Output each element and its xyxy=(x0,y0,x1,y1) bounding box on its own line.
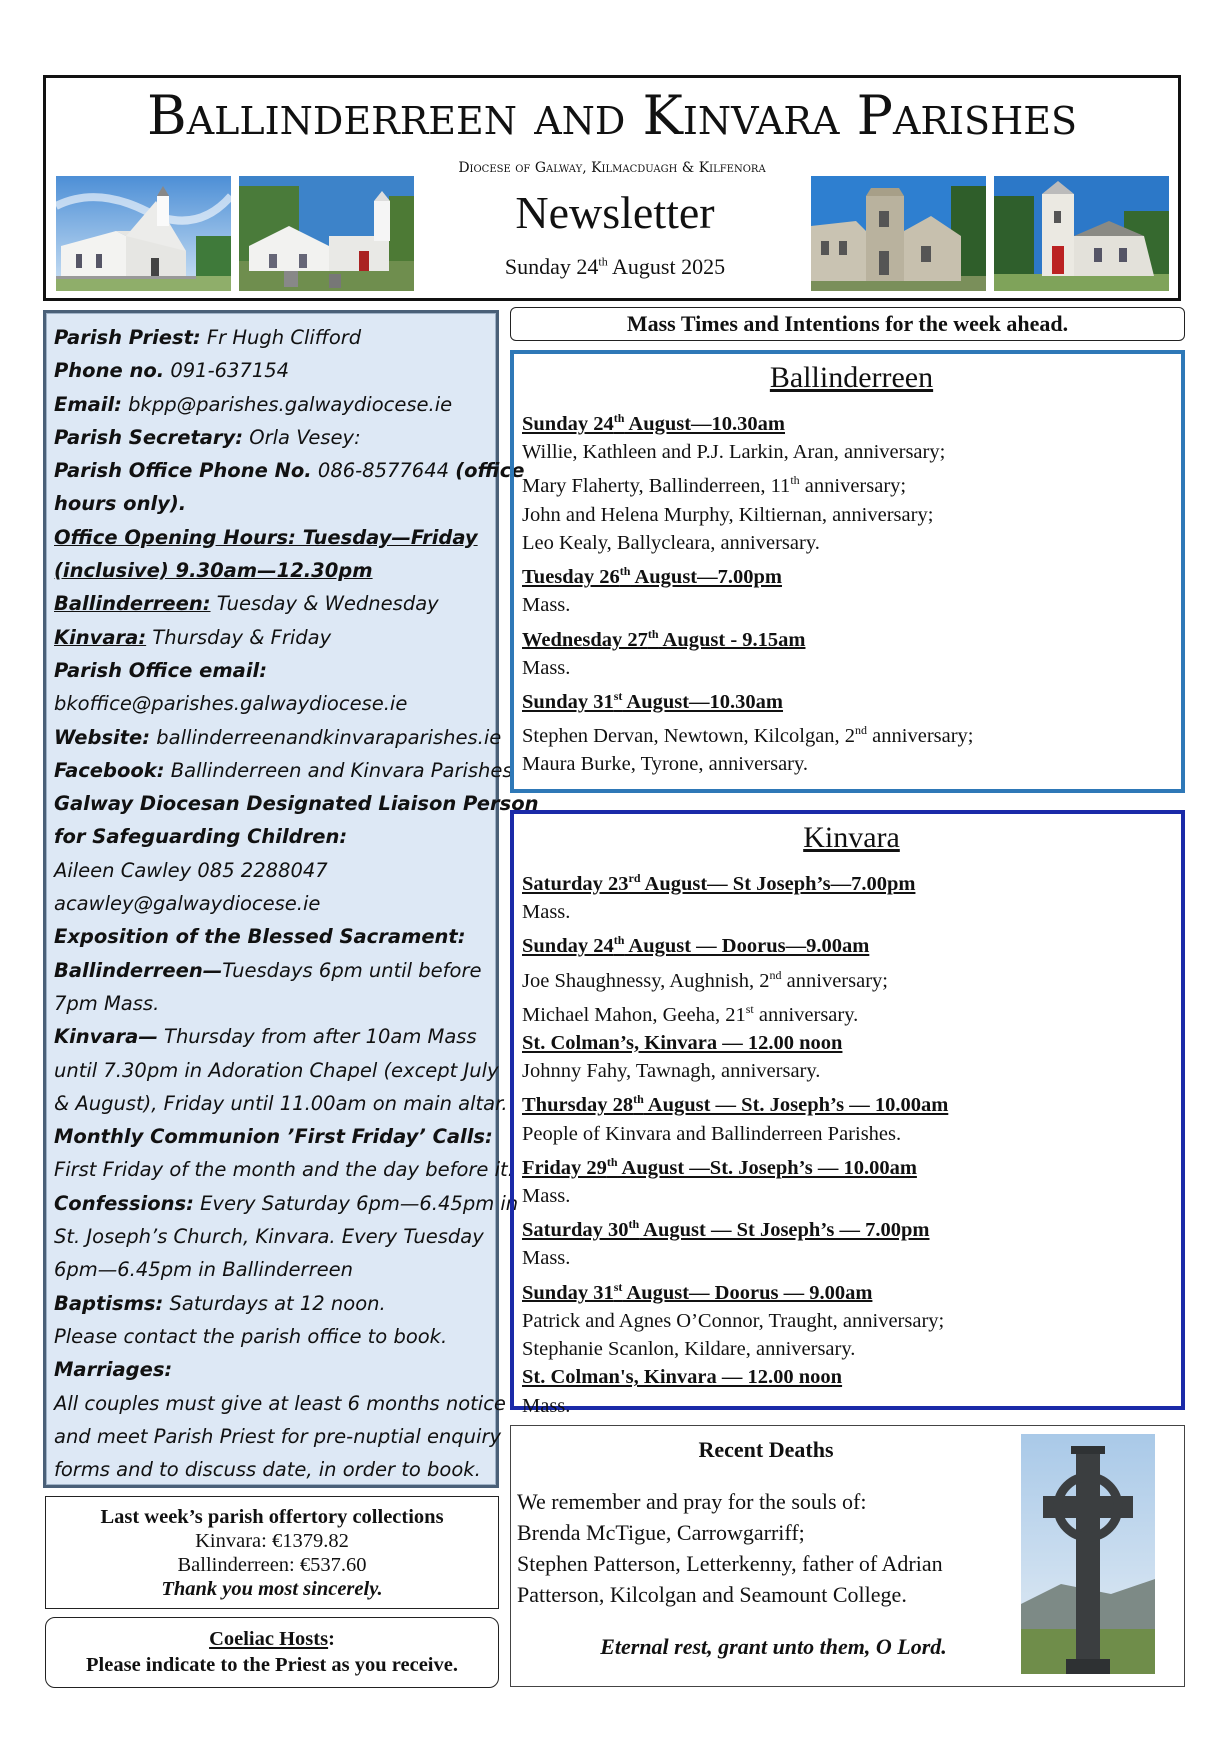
church-photo-4 xyxy=(994,176,1169,291)
mass-intention-line: Stephen Dervan, Newtown, Kilcolgan, 2nd anniversary; xyxy=(522,723,974,747)
mass-intention-line: Willie, Kathleen and P.J. Larkin, Aran, anniversary; xyxy=(522,441,946,464)
church-photo-3 xyxy=(811,176,986,291)
mass-intention-line: Michael Mahon, Geeha, 21st anniversary. xyxy=(522,1001,859,1026)
info-line: Marriages: xyxy=(54,1358,173,1382)
mass-schedule-line: Friday 29th August —St. Joseph’s — 10.00am xyxy=(522,1154,917,1179)
info-line: Parish Office email: xyxy=(54,658,267,682)
offertory-kinvara: Kinvara: €1379.82 xyxy=(195,1530,349,1552)
info-line: Monthly Communion ’First Friday’ Calls: xyxy=(54,1125,493,1149)
info-line: Parish Priest: Fr Hugh Clifford xyxy=(54,326,362,349)
deaths-line: Patterson, Kilcolgan and Seamount College. xyxy=(517,1582,907,1607)
mass-intention-line: Joe Shaughnessy, Aughnish, 2nd anniversary; xyxy=(522,967,888,992)
deaths-line: Brenda McTigue, Carrowgarriff; xyxy=(517,1520,805,1545)
mass-intention-line: People of Kinvara and Ballinderreen Parishes. xyxy=(522,1122,902,1145)
mass-intention-line: John and Helena Murphy, Kiltiernan, anniversary; xyxy=(522,503,934,526)
mass-intention-line: Maura Burke, Tyrone, anniversary. xyxy=(522,753,809,776)
offertory-box xyxy=(45,1496,499,1609)
mass-intention-line: Johnny Fahy, Tawnagh, anniversary. xyxy=(522,1060,821,1083)
info-line: until 7.30pm in Adoration Chapel (except July xyxy=(54,1058,499,1082)
mass-intention-line: Mass. xyxy=(522,1184,571,1207)
mass-intention-line: Mass. xyxy=(522,1247,571,1270)
offertory-thanks: Thank you most sincerely. xyxy=(161,1578,383,1600)
info-line: Galway Diocesan Designated Liaison Person xyxy=(54,792,539,816)
mass-schedule-line: St. Colman’s, Kinvara — 12.00 noon xyxy=(522,1031,843,1054)
coeliac-text: Please indicate to the Priest as you receive. xyxy=(86,1654,458,1676)
ballinderreen-lines xyxy=(522,404,1181,779)
info-line: (inclusive) 9.30am—12.30pm xyxy=(54,559,373,583)
parish-info-panel xyxy=(43,310,539,1488)
church-photo-2 xyxy=(239,176,414,291)
info-line: Phone no. 091-637154 xyxy=(54,359,290,383)
mass-schedule-line: Saturday 30th August — St Joseph’s — 7.00pm xyxy=(522,1217,930,1242)
mass-schedule-line: Sunday 24th August — Doorus—9.00am xyxy=(522,933,870,958)
mass-schedule-line: Sunday 24th August—10.30am xyxy=(522,411,786,435)
info-line: Confessions: Every Saturday 6pm—6.45pm in xyxy=(54,1191,519,1215)
mass-intention-line: Stephanie Scanlon, Kildare, anniversary. xyxy=(522,1338,856,1361)
newsletter-label: Newsletter xyxy=(515,187,715,238)
info-line: St. Joseph’s Church, Kinvara. Every Tuesday xyxy=(54,1225,484,1249)
ballinderreen-mass-box xyxy=(510,350,1185,793)
parish-title: Ballinderreen and Kinvara Parishes xyxy=(147,84,1077,147)
mass-schedule-line: Tuesday 26th August—7.00pm xyxy=(522,564,782,588)
offertory-ballinderreen: Ballinderreen: €537.60 xyxy=(177,1554,367,1576)
kinvara-mass-box xyxy=(510,810,1185,1417)
info-line: acawley@galwaydiocese.ie xyxy=(54,892,321,916)
info-line: for Safeguarding Children: xyxy=(54,825,348,849)
info-line: Exposition of the Blessed Sacrament: xyxy=(54,925,466,949)
info-line: Ballinderreen: Tuesday & Wednesday xyxy=(54,592,439,616)
info-line: Website: ballinderreenandkinvaraparishes.ie xyxy=(54,725,502,749)
info-line: Facebook: Ballinderreen and Kinvara Parishes xyxy=(54,758,513,782)
offertory-title: Last week’s parish offertory collections xyxy=(100,1506,444,1528)
recent-deaths-title: Recent Deaths xyxy=(698,1437,834,1462)
info-line: bkoffice@parishes.galwaydiocese.ie xyxy=(54,692,408,716)
info-line: All couples must give at least 6 months notice xyxy=(54,1391,506,1415)
recent-deaths-box xyxy=(510,1425,1185,1687)
deaths-line: Stephen Patterson, Letterkenny, father of Adrian xyxy=(517,1551,943,1576)
info-line: Office Opening Hours: Tuesday—Friday xyxy=(54,525,478,549)
ballinderreen-title: Ballinderreen xyxy=(769,361,934,394)
deaths-line: We remember and pray for the souls of: xyxy=(517,1489,867,1514)
info-line: Ballinderreen—Tuesdays 6pm until before xyxy=(54,958,482,982)
mass-intention-line: Patrick and Agnes O’Connor, Traught, anniversary; xyxy=(522,1309,945,1332)
mass-schedule-line: Saturday 23rd August— St Joseph’s—7.00pm xyxy=(522,871,916,895)
mass-intention-line: Mass. xyxy=(522,901,571,924)
mass-intention-line: Mass. xyxy=(522,1394,571,1417)
mass-times-header: Mass Times and Intentions for the week ahead. xyxy=(510,307,1185,341)
coeliac-box xyxy=(45,1617,499,1688)
info-line: Email: bkpp@parishes.galwaydiocese.ie xyxy=(54,392,453,416)
mass-schedule-line: Wednesday 27th August - 9.15am xyxy=(522,626,806,651)
info-line: Parish Office Phone No. 086-8577644 (office xyxy=(54,459,525,483)
mass-intention-line: Mary Flaherty, Ballinderreen, 11th anniversary; xyxy=(522,473,907,498)
recent-deaths-list xyxy=(517,1486,1027,1610)
info-line: forms and to discuss date, in order to book. xyxy=(54,1458,481,1482)
celtic-cross-photo xyxy=(1021,1434,1155,1674)
info-line: & August), Friday until 11.00am on main altar. xyxy=(54,1091,508,1115)
eternal-rest-prayer: Eternal rest, grant unto them, O Lord. xyxy=(600,1634,947,1659)
mass-schedule-line: St. Colman's, Kinvara — 12.00 noon xyxy=(522,1366,843,1389)
info-line: hours only). xyxy=(54,492,187,516)
mass-intention-line: Leo Kealy, Ballycleara, anniversary. xyxy=(522,531,820,554)
mass-intention-line: Mass. xyxy=(522,594,571,617)
church-photo-1 xyxy=(56,176,231,291)
info-line: 6pm—6.45pm in Ballinderreen xyxy=(54,1258,353,1282)
mass-intention-line: Mass. xyxy=(522,656,571,679)
kinvara-lines xyxy=(522,864,1181,1420)
info-line: First Friday of the month and the day before it. xyxy=(54,1158,514,1182)
info-line: Kinvara— Thursday from after 10am Mass xyxy=(54,1025,477,1049)
info-line: Parish Secretary: Orla Vesey: xyxy=(54,425,361,449)
info-line: 7pm Mass. xyxy=(54,991,160,1015)
info-line: Baptisms: Saturdays at 12 noon. xyxy=(54,1291,386,1315)
mass-schedule-line: Thursday 28th August — St. Joseph’s — 10.00am xyxy=(522,1092,949,1117)
info-line: Kinvara: Thursday & Friday xyxy=(54,625,332,649)
info-line: and meet Parish Priest for pre-nuptial enquiry xyxy=(54,1424,502,1448)
newsletter-header xyxy=(43,75,1181,301)
diocese-subtitle: Diocese of Galway, Kilmacduagh & Kilfenora xyxy=(458,160,766,176)
mass-schedule-line: Sunday 31st August— Doorus — 9.00am xyxy=(522,1279,873,1304)
mass-schedule-line: Sunday 31st August—10.30am xyxy=(522,688,784,713)
info-line: Please contact the parish office to book. xyxy=(54,1324,448,1348)
newsletter-date: Sunday 24th August 2025 xyxy=(504,254,726,279)
info-line: Aileen Cawley 085 2288047 xyxy=(54,858,328,882)
coeliac-title: Coeliac Hosts: xyxy=(209,1628,335,1650)
kinvara-title: Kinvara xyxy=(803,821,900,854)
